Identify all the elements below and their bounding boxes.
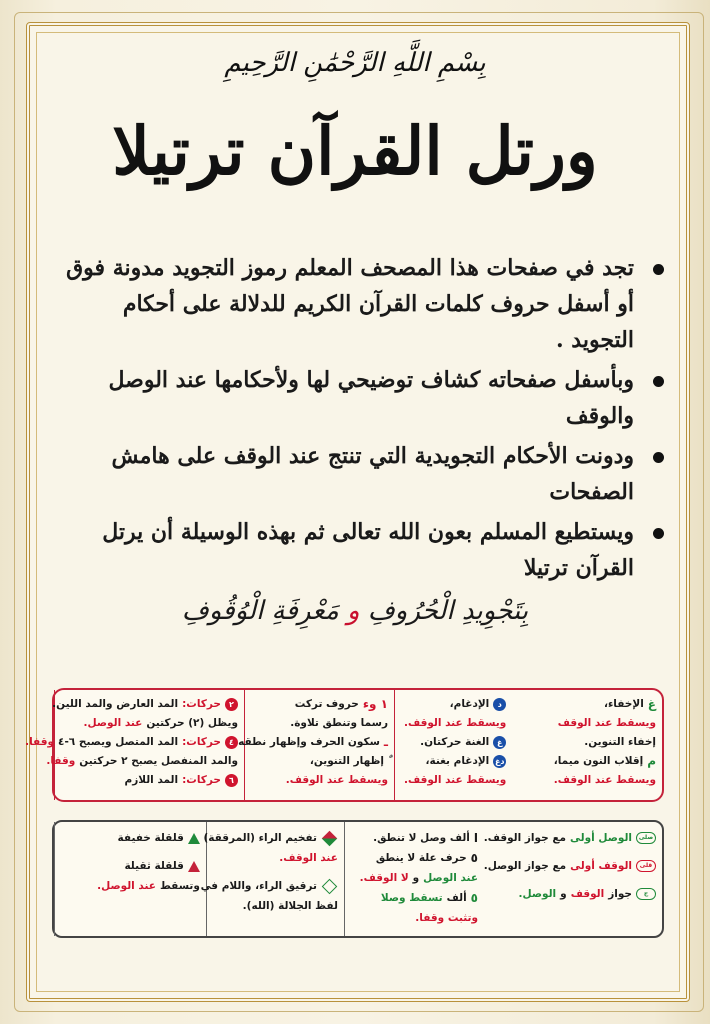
- legend-text: قلقلة ثقيلة: [124, 860, 184, 872]
- oval-zero-icon: ٥: [470, 891, 478, 905]
- bullet-dot-icon: [653, 264, 664, 275]
- legend-text: رسما وتنطق تلاوة.: [290, 717, 388, 729]
- round-zero-icon: ٥: [470, 851, 478, 865]
- legend-text: جواز: [608, 888, 632, 900]
- legend-text: حرف علة لا ينطق: [375, 852, 467, 864]
- legend-note: وتثبت وقفا.: [415, 912, 478, 924]
- legend-text: ألف وصل لا تنطق.: [373, 832, 470, 844]
- legend-text: قلقلة خفيفة: [117, 832, 184, 844]
- subtitle-part2: مَعْرِفَةِ الْوُقُوفِ: [181, 596, 339, 626]
- bullet-text: ودونت الأحكام التجويدية التي تنتج عند الوقف على هامش الصفحات: [111, 443, 634, 505]
- legend-note: الوصل.: [518, 888, 557, 900]
- bullet-item: [58, 514, 668, 590]
- legend-note: تسقط وصلا: [380, 892, 443, 904]
- legend-text: المد العارض والمد اللين.: [52, 698, 179, 710]
- legend-note: ويسقط عند الوقف.: [285, 774, 388, 786]
- legend-col-idgham: [394, 690, 512, 800]
- legend-note: الوقف: [570, 888, 605, 900]
- legend-note: ويسقط عند الوقف: [557, 717, 656, 729]
- madd-4-icon: ٤: [225, 736, 238, 749]
- tajweed-legend-colors: [25, 688, 664, 802]
- qalqala-light-icon: [188, 833, 200, 844]
- tajweed-legend-stops: [52, 820, 664, 938]
- tafkheem-icon: [322, 830, 338, 846]
- legend-text: المد اللازم: [124, 774, 179, 786]
- legend-text: إقلاب النون ميما،: [553, 755, 644, 767]
- legend-note: الوصل أولى: [570, 832, 632, 844]
- legend-note: لا الوقف.: [359, 872, 409, 884]
- legend-col-ikhfa: [512, 690, 662, 800]
- legend-text: تفخيم الراء (المرققة): [203, 832, 317, 844]
- legend-col-qalqala: [54, 822, 206, 936]
- legend-col-waqf: [484, 822, 662, 936]
- bullet-dot-icon: [653, 528, 664, 539]
- idgham-icon: د: [493, 698, 506, 711]
- legend-note: ويسقط عند الوقف.: [403, 717, 507, 729]
- page-title: ورتل القرآن ترتيلا: [112, 112, 598, 190]
- legend-note: ويسقط عند الوقف.: [553, 774, 656, 786]
- legend-text: الإدغام بغنة،: [425, 755, 490, 767]
- ghunna-icon: غ: [493, 736, 506, 749]
- bullet-item: [58, 438, 668, 514]
- legend-text: حروف تركت: [294, 698, 359, 710]
- legend-text: والمد المنفصل يصبح ٢ حركتين: [79, 755, 238, 767]
- legend-text: لفظ الجلالة (الله).: [242, 900, 338, 912]
- legend-col-izhar: [238, 690, 394, 800]
- legend-text: مع جواز الوقف.: [483, 832, 566, 844]
- legend-text: مع جواز الوصل.: [483, 860, 567, 872]
- legend-note: عند الوصل.: [97, 880, 156, 892]
- legend-text: و: [412, 872, 420, 884]
- subtitle: [0, 596, 710, 626]
- bullet-item: [58, 250, 668, 362]
- legend-text: الإخفاء،: [603, 698, 644, 710]
- qala-mark-icon: قلى: [636, 860, 656, 872]
- legend-text: و: [560, 888, 567, 900]
- tarqeeq-icon: [322, 878, 338, 894]
- idgham-ghunna-icon: دغ: [494, 757, 505, 766]
- legend-note: عند الوقف.: [279, 852, 338, 864]
- legend-label: حركات:: [182, 774, 221, 786]
- bullet-text: تجد في صفحات هذا المصحف المعلم رموز التجويد مدونة فوق أو أسفل حروف كلمات القرآن الكريم للدلالة على أحكام التجويد .: [66, 255, 634, 353]
- sukun-icon: ـ: [383, 735, 388, 749]
- madd-6-icon: ٦: [225, 774, 238, 787]
- legend-col-ra: [200, 822, 344, 936]
- silent-letter-icon: ١ وء: [362, 697, 388, 711]
- legend-text: سكون الحرف وإظهار نطقه: [238, 736, 380, 748]
- bullet-dot-icon: [653, 376, 664, 387]
- legend-note: عند الوصل: [423, 872, 478, 884]
- qalqala-heavy-icon: [188, 861, 200, 872]
- iqlab-icon: م: [647, 754, 656, 768]
- bullet-text: ويستطيع المسلم بعون الله تعالى ثم بهذه الوسيلة أن يرتل القرآن ترتيلا: [102, 519, 634, 581]
- subtitle-connector: و: [347, 596, 360, 626]
- legend-col-alif: [344, 822, 484, 936]
- legend-col-madd: [25, 690, 244, 800]
- legend-text: ترقيق الراء، واللام في: [200, 880, 317, 892]
- ikhfa-icon: غ: [647, 697, 656, 711]
- basmala: بِسْمِ اللَّهِ الرَّحْمَٰنِ الرَّحِيمِ: [224, 48, 486, 78]
- legend-text: وتسقط: [159, 880, 200, 892]
- bullet-item: [58, 362, 668, 438]
- legend-note: ويسقط عند الوقف.: [403, 774, 507, 786]
- legend-note: وقفا.: [25, 736, 55, 748]
- legend-text: المد المتصل ويصبح ٦-٤: [58, 736, 179, 748]
- legend-note: وقفا.: [46, 755, 76, 767]
- legend-note: الوقف أولى: [570, 860, 632, 872]
- legend-text: إظهار التنوين،: [309, 755, 384, 767]
- legend-label: حركات:: [182, 736, 221, 748]
- legend-text: ألف: [446, 892, 467, 904]
- legend-note: عند الوصل.: [83, 717, 143, 729]
- legend-text: الغنة حركتان.: [420, 736, 490, 748]
- madd-2-icon: ٢: [225, 698, 238, 711]
- legend-text: ويظل (٢) حركتين: [146, 717, 238, 729]
- sala-mark-icon: صلى: [636, 832, 656, 844]
- bullet-text: وبأسفل صفحاته كشاف توضيحي لها ولأحكامها عند الوصل والوقف: [108, 367, 634, 429]
- legend-text: إخفاء التنوين.: [584, 736, 656, 748]
- legend-label: حركات:: [182, 698, 221, 710]
- legend-text: الإدغام،: [449, 698, 490, 710]
- alif-wasl-icon: ا: [473, 831, 478, 845]
- subtitle-part1: بِتَجْوِيدِ الْحُرُوفِ: [367, 596, 529, 626]
- jeem-mark-icon: ج: [636, 888, 656, 900]
- bullet-dot-icon: [653, 452, 664, 463]
- intro-bullets: [58, 250, 668, 590]
